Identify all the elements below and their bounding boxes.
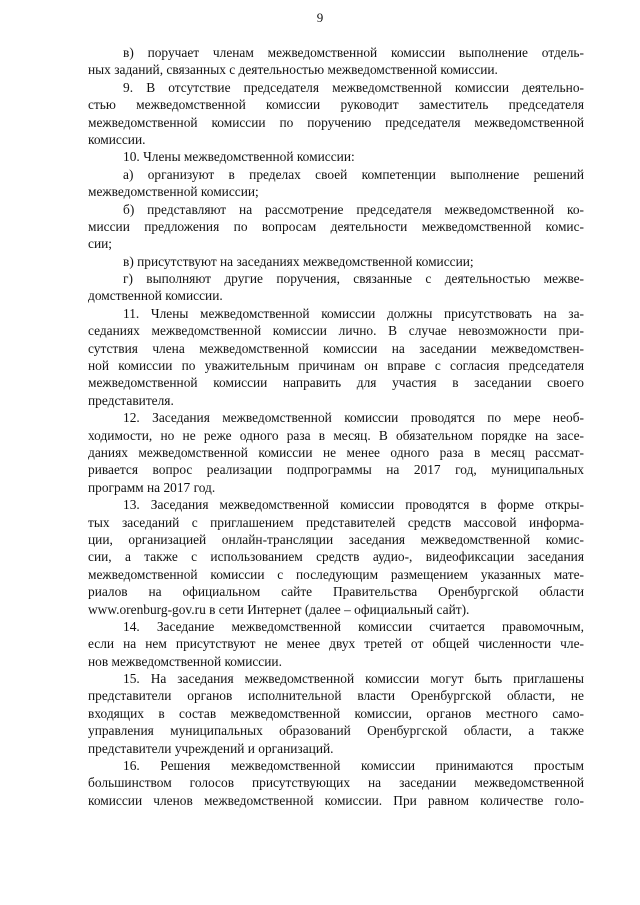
text-line: входящих в состав межведомственной комиссии, органов местного само- <box>88 705 584 721</box>
text-line: 13. Заседания межведомственной комиссии проводятся в форме откры- <box>123 497 584 513</box>
text-line: большинством голосов присутствующих на заседании межведомственной <box>88 775 584 791</box>
text-line: ции, организацией онлайн-трансляции заседания межведомственной комис- <box>88 531 584 547</box>
text-line: домственной комиссии. <box>88 288 223 304</box>
text-line: г) выполняют другие поручения, связанные с деятельностью межве- <box>123 271 584 287</box>
text-line: представителя. <box>88 392 174 408</box>
text-line: программ на 2017 год. <box>88 479 216 495</box>
text-line: а) организуют в пределах своей компетенции выполнение решений <box>123 166 584 182</box>
document-body <box>88 44 584 809</box>
text-line: комиссии членов межведомственной комиссии. При равном количестве голо- <box>88 792 584 808</box>
text-line: седаниях межведомственной комиссии лично. В случае невозможности при- <box>88 323 584 339</box>
text-line: сутствия члена межведомственной комиссии на заседании межведомствен- <box>88 340 584 356</box>
text-line: межведомственной комиссии с последующим размещением указанных мате- <box>88 566 584 582</box>
text-line: комиссии. <box>88 131 146 147</box>
text-line: ных заданий, связанных с деятельностью межведомственной комиссии. <box>88 62 498 78</box>
text-line: 12. Заседания межведомственной комиссии проводятся по мере необ- <box>123 410 584 426</box>
text-line: управления муниципальных образований Оренбургской области, а также <box>88 723 584 739</box>
text-line: ходимости, но не реже одного раза в месяц. В обязательном порядке на засе- <box>88 427 584 443</box>
text-line: 15. На заседания межведомственной комиссии могут быть приглашены <box>123 671 584 687</box>
text-line: 11. Члены межведомственной комиссии должны присутствовать на за- <box>123 305 584 321</box>
text-line: тых заседаний с приглашением представителей средств массовой информа- <box>88 514 584 530</box>
text-line: 14. Заседание межведомственной комиссии считается правомочным, <box>123 618 584 634</box>
text-line: миссии предложения по вопросам деятельности межведомственной комис- <box>88 218 584 234</box>
text-line: ной комиссии по уважительным причинам он вправе с согласия председателя <box>88 358 584 374</box>
text-line: ривается вопрос реализации подпрограммы на 2017 год, муниципальных <box>88 462 584 478</box>
text-line: нов межведомственной комиссии. <box>88 653 282 669</box>
text-line: межведомственной комиссии направить для участия в заседании своего <box>88 375 584 391</box>
text-line: если на нем присутствуют не менее двух третей от общей численности чле- <box>88 636 584 652</box>
text-line: представители органов исполнительной власти Оренбургской области, не <box>88 688 584 704</box>
text-line: 16. Решения межведомственной комиссии принимаются простым <box>123 758 584 774</box>
text-line: в) присутствуют на заседаниях межведомственной комиссии; <box>123 253 474 269</box>
text-line: даниях межведомственной комиссии не менее одного раза в месяц рассмат- <box>88 444 584 460</box>
text-line: в) поручает членам межведомственной комиссии выполнение отдель- <box>123 45 584 60</box>
text-line: сии, а также с использованием средств аудио-, видеофиксации заседания <box>88 549 584 565</box>
text-line: стью межведомственной комиссии руководит заместитель председателя <box>88 97 584 113</box>
text-line: межведомственной комиссии по поручению председателя межведомственной <box>88 114 584 130</box>
text-line: риалов на официальном сайте Правительства Оренбургской области <box>88 584 584 600</box>
text-line: межведомственной комиссии; <box>88 184 259 200</box>
text-line: б) представляют на рассмотрение председателя межведомственной ко- <box>123 201 584 217</box>
text-line: сии; <box>88 236 112 252</box>
text-line: www.orenburg-gov.ru в сети Интернет (далее – официальный сайт). <box>88 601 470 617</box>
text-line: представители учреждений и организаций. <box>88 740 334 756</box>
text-line: 9. В отсутствие председателя межведомственной комиссии деятельно- <box>123 79 584 95</box>
text-line: 10. Члены межведомственной комиссии: <box>123 149 355 165</box>
page-number: 9 <box>316 10 324 25</box>
